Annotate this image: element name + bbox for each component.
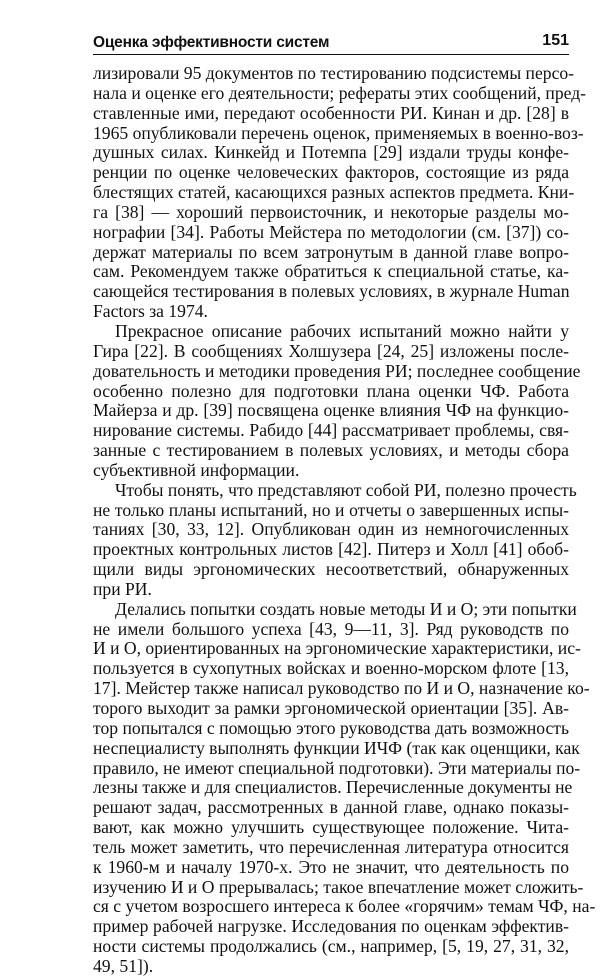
paragraph-3 xyxy=(93,479,577,600)
text-line: тель может заметить, что перечисленная литература относится xyxy=(93,836,569,857)
text-line: неспециалисту выполнять функции ИЧФ (так как оценщики, как xyxy=(93,737,580,758)
text-line: щили виды эргономических несоответствий, обнаруженных xyxy=(93,559,569,580)
text-line: не имели большого успеха [43, 9—11, 3]. Ряд руководств по xyxy=(93,618,569,639)
text-line: ренции по оценке человеческих факторов, состоящие из ряда xyxy=(93,162,569,183)
running-head xyxy=(93,30,569,56)
text-line: ности системы продолжались (см., например, [5, 19, 27, 31, 32, xyxy=(93,936,569,957)
text-line: довательность и методики проведения РИ; последнее сообщение xyxy=(93,360,581,381)
text-line: сающейся тестирования в полевых условиях, в журнале Human xyxy=(93,281,570,302)
running-head-title: Оценка эффективности систем xyxy=(93,34,330,51)
text-line: ся с учетом возросшего интереса к более «горячим» темам ЧФ, на- xyxy=(93,896,596,917)
text-line: таниях [30, 33, 12]. Опубликован один из немногочисленных xyxy=(93,519,569,540)
text-line: тор попытался с помощью этого руководства дать возможность xyxy=(93,717,569,738)
text-line: Чтобы понять, что представляют собой РИ, полезно прочесть xyxy=(115,479,577,500)
text-line: изучению И и О прерывалась; такое впечатление может сложить- xyxy=(93,876,584,897)
text-line: га [38] — хороший первоисточник, и некоторые разделы мо- xyxy=(93,201,569,222)
text-line: 17]. Мейстер также написал руководство по И и О, назначение ко- xyxy=(93,678,590,699)
text-line: пример рабочей нагрузке. Исследования по оценкам эффектив- xyxy=(93,916,569,937)
text-line: И и О, ориентированных на эргономические характеристики, ис- xyxy=(93,638,581,659)
text-line: нирование системы. Рабидо [44] рассматривает проблемы, свя- xyxy=(93,420,569,441)
text-line: Гира [22]. В сообщениях Холшузера [24, 25] изложены после- xyxy=(93,340,569,361)
text-line: к 1960-м и началу 1970-х. Это не значит, что деятельность по xyxy=(93,856,569,877)
text-line: Прекрасное описание рабочих испытаний можно найти у xyxy=(115,320,569,341)
text-line: при РИ. xyxy=(93,578,152,599)
text-line: Делались попытки создать новые методы И и О; эти попытки xyxy=(115,598,577,619)
text-line: нала и оценке его деятельности; рефераты этих сообщений, пред- xyxy=(93,82,587,103)
text-line: держат материалы по всем затронутым в данной главе вопро- xyxy=(93,241,569,262)
text-line: 49, 51]). xyxy=(93,955,154,976)
text-line: занные с тестированием в полевых условиях, и методы сбора xyxy=(93,440,569,461)
text-line: проектных контрольных листов [42]. Питерз и Холл [41] обоб- xyxy=(93,539,569,560)
text-line: правило, не имеют специальной подготовки). Эти материалы по- xyxy=(93,757,581,778)
text-line: лизировали 95 документов по тестированию подсистемы персо- xyxy=(93,63,575,83)
text-line: Майерза и др. [39] посвящена оценке влияния ЧФ на функцио- xyxy=(93,400,569,421)
paragraph-2 xyxy=(93,320,581,481)
body-text xyxy=(93,63,596,977)
text-line: особенно полезно для подготовки плана оценки ЧФ. Работа xyxy=(93,380,569,401)
paragraph-1 xyxy=(93,63,587,322)
text-line: лезны также и для специалистов. Перечисленные документы не xyxy=(93,777,573,798)
text-line: душных силах. Кинкейд и Потемпа [29] издали труды конфе- xyxy=(93,142,569,163)
paragraph-4 xyxy=(93,598,596,977)
header-rule xyxy=(93,54,569,55)
page-number: 151 xyxy=(542,32,569,49)
text-line: пользуется в сухопутных войсках и военно-морском флоте [13, xyxy=(93,658,569,679)
text-line: вают, как можно улучшить существующее положение. Чита- xyxy=(93,817,569,838)
text-line: ставленные ими, передают особенности РИ. Кинан и др. [28] в xyxy=(93,102,569,123)
text-line: Factors за 1974. xyxy=(93,301,208,322)
text-line: 1965 опубликовали перечень оценок, применяемых в военно-воз- xyxy=(93,122,584,143)
text-line: решают задач, рассмотренных в данной главе, однако показы- xyxy=(93,797,569,818)
text-line: торого выходит за рамки эргономической ориентации [35]. Ав- xyxy=(93,698,569,718)
text-line: блестящих статей, касающихся разных аспектов предмета. Кни- xyxy=(93,182,575,203)
text-line: не только планы испытаний, но и отчеты о завершенных испы- xyxy=(93,499,569,520)
text-line: субъективной информации. xyxy=(93,459,300,480)
text-line: нографии [34]. Работы Мейстера по методологии (см. [37]) со- xyxy=(93,221,569,242)
text-line: сам. Рекомендуем также обратиться к специальной статье, ка- xyxy=(93,261,569,282)
